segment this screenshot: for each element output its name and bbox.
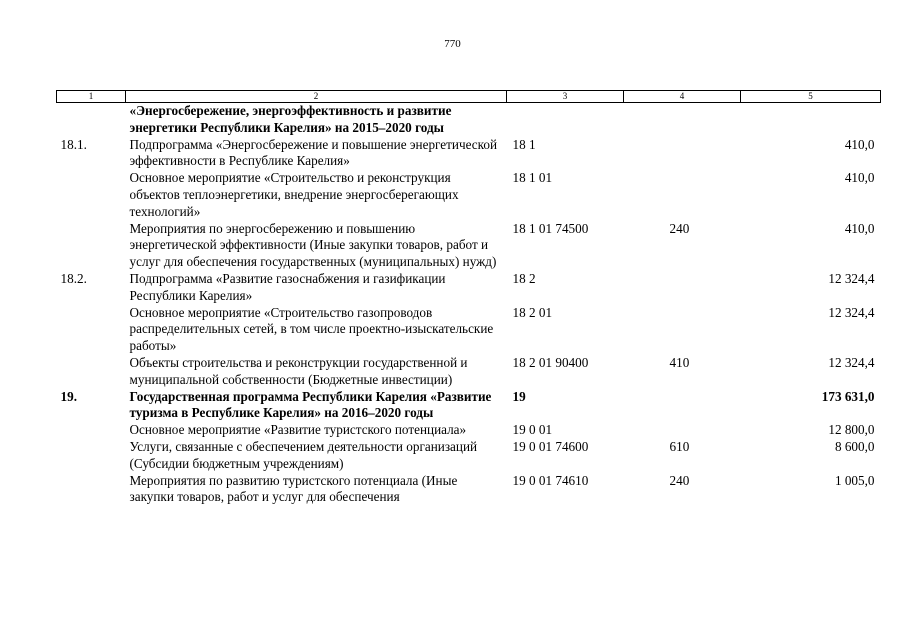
table-row [57, 221, 881, 271]
table-row [57, 439, 881, 473]
row-number: 18.1. [60, 136, 87, 152]
table-row [57, 170, 881, 220]
header-cell-3: 3 [507, 91, 624, 103]
row-amount: 8 600,0 [834, 438, 875, 454]
row-expense-type [624, 103, 741, 137]
table-row [57, 389, 881, 423]
row-name: Подпрограмма «Развитие газоснабжения и газификации Республики Карелия» [129, 270, 446, 303]
row-expense-type: 240 [669, 220, 690, 236]
row-code: 18 2 [512, 270, 536, 286]
row-code [507, 103, 624, 137]
row-number [57, 103, 126, 137]
row-expense-type: 610 [669, 438, 690, 454]
row-amount: 12 324,4 [828, 304, 875, 320]
table-row [57, 355, 881, 389]
row-expense-type [624, 137, 741, 171]
table-body [57, 103, 881, 507]
row-name: Основное мероприятие «Строительство и реконструкция объектов теплоэнергетики, внедрение энергосберегающих технологий» [129, 170, 459, 219]
row-name: Государственная программа Республики Карелия «Развитие туризма в Республике Карелия» на 2016–2020 годы [129, 388, 492, 421]
row-expense-type: 410 [669, 354, 690, 370]
row-number [57, 221, 126, 271]
header-cell-4: 4 [624, 91, 741, 103]
row-amount: 410,0 [844, 220, 875, 236]
table-header [57, 91, 881, 103]
row-expense-type [624, 422, 741, 439]
row-name: Объекты строительства и реконструкции государственной и муниципальной собственности (Бюджетные инвестиции) [129, 354, 468, 387]
header-cell-1: 1 [57, 91, 126, 103]
row-amount [741, 103, 881, 137]
row-name: «Энергосбережение, энергоэффективность и развитие энергетики Республики Карелия» на 2015–2020 годы [129, 103, 452, 135]
header-cell-2: 2 [126, 91, 507, 103]
row-name: Подпрограмма «Энергосбережение и повышение энергетической эффективности в Республике Карелия» [129, 136, 498, 169]
row-code: 18 1 01 [512, 170, 553, 186]
table-row [57, 103, 881, 137]
row-number [57, 170, 126, 220]
row-number: 19. [60, 388, 77, 404]
row-expense-type: 240 [669, 472, 690, 488]
row-expense-type [624, 305, 741, 355]
row-number: 18.2. [60, 270, 87, 286]
row-amount: 12 324,4 [828, 354, 875, 370]
row-name: Основное мероприятие «Развитие туристского потенциала» [129, 422, 467, 438]
table-row [57, 271, 881, 305]
row-code: 19 0 01 74610 [512, 472, 589, 488]
row-name: Мероприятия по развитию туристского потенциала (Иные закупки товаров, работ и услуг для обеспечения [129, 472, 458, 505]
table-row [57, 137, 881, 171]
row-amount: 1 005,0 [834, 472, 875, 488]
page-number: 770 [444, 38, 461, 50]
row-code: 18 2 01 90400 [512, 354, 589, 370]
row-expense-type [624, 170, 741, 220]
row-code: 18 1 01 74500 [512, 220, 589, 236]
table-row [57, 422, 881, 439]
row-code: 19 [512, 388, 526, 404]
row-expense-type [624, 389, 741, 423]
row-number [57, 439, 126, 473]
row-amount: 410,0 [844, 170, 875, 186]
row-amount: 410,0 [844, 136, 875, 152]
budget-table [56, 90, 881, 506]
row-code: 18 2 01 [512, 304, 553, 320]
row-name: Услуги, связанные с обеспечением деятельности организаций (Субсидии бюджетным учреждениям) [129, 438, 478, 471]
row-number [57, 422, 126, 439]
row-code: 18 1 [512, 136, 536, 152]
row-code: 19 0 01 [512, 422, 553, 438]
header-row [57, 91, 881, 103]
row-name: Мероприятия по энергосбережению и повышению энергетической эффективности (Иные закупки товаров, работ и услуг для обеспечения государственных (муниципальных) нужд) [129, 220, 497, 270]
table-row [57, 305, 881, 355]
row-code: 19 0 01 74600 [512, 438, 589, 454]
row-number [57, 473, 126, 507]
row-number [57, 355, 126, 389]
table-row [57, 473, 881, 507]
row-amount: 12 800,0 [828, 422, 875, 438]
row-amount: 173 631,0 [821, 388, 875, 404]
header-cell-5: 5 [741, 91, 881, 103]
row-amount: 12 324,4 [828, 270, 875, 286]
row-expense-type [624, 271, 741, 305]
row-number [57, 305, 126, 355]
row-name: Основное мероприятие «Строительство газопроводов распределительных сетей, в том числе проектно-изыскательские работы» [129, 304, 494, 354]
